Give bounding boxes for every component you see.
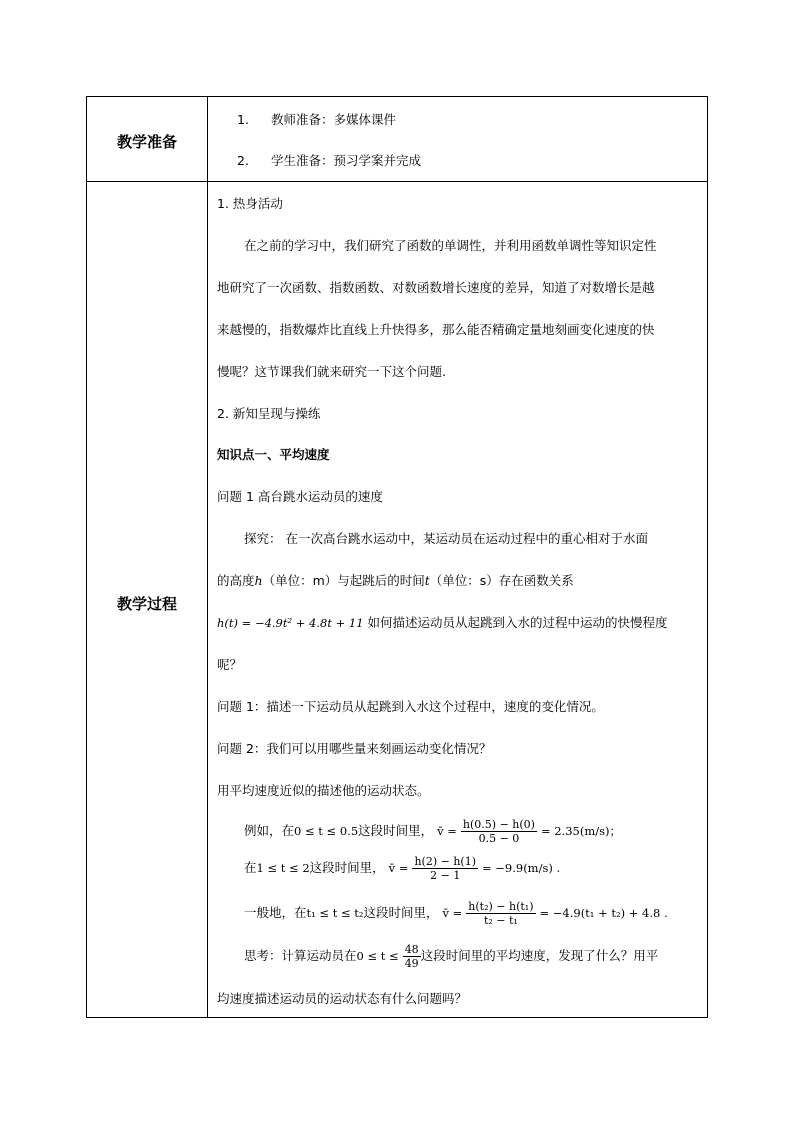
height-line	[217, 573, 574, 589]
question-1: 问题 1：描述一下运动员从起跳到入水这个过程中，速度的变化情况。	[217, 699, 604, 714]
example-2-line	[244, 854, 560, 882]
example-3-range: t₁ ≤ t ≤ t₂	[306, 906, 364, 920]
example-3-result: = −4.9(t₁ + t₂) + 4.8 .	[539, 906, 668, 920]
example-1-denominator: 0.5 − 0	[478, 832, 520, 845]
height-symbol: h	[254, 573, 263, 588]
intro-line-2: 地研究了一次函数、指数函数、对数函数增长速度的差异，知道了对数增长是越	[217, 280, 655, 295]
ne-line: 呢？	[217, 657, 243, 672]
function-line	[217, 615, 668, 631]
row-divider	[87, 181, 707, 182]
example-3-line	[244, 899, 668, 927]
new-knowledge-heading: 2. 新知呈现与操练	[217, 406, 321, 421]
example-1-fraction	[461, 818, 537, 845]
example-1-line	[244, 817, 621, 845]
think-numerator: 48	[404, 943, 419, 956]
intro-line-3: 来越慢的，指数爆炸比直线上升快得多，那么能否精确定量地刻画变化速度的快	[217, 322, 655, 337]
example-3-fraction	[466, 900, 535, 927]
example-2-numerator: h(2) − h(1)	[414, 855, 476, 868]
think-range: 0 ≤ t ≤	[356, 949, 399, 963]
example-1-vbar: v̄ =	[437, 824, 457, 838]
column-divider	[207, 97, 208, 1017]
example-1-prefix: 例如，在	[244, 823, 295, 838]
example-2-range: 1 ≤ t ≤ 2	[256, 861, 310, 875]
height-line-part-3: （单位：s）存在函数关系	[429, 573, 574, 588]
prep-item-1-text: 教师准备：多媒体课件	[271, 112, 397, 127]
example-2-fraction	[412, 855, 478, 882]
example-3-mid: 这段时间里，	[363, 905, 439, 920]
intro-line-4: 慢呢？这节课我们就来研究一下这个问题.	[217, 364, 446, 379]
process-row-label: 教学过程	[116, 595, 177, 613]
example-2-result: = −9.9(m/s) .	[481, 861, 561, 875]
think-line	[244, 942, 658, 970]
example-1-mid: 这段时间里，	[358, 823, 434, 838]
example-1-numerator: h(0.5) − h(0)	[462, 818, 535, 831]
example-3-prefix: 一般地，在	[244, 905, 307, 920]
intro-line-1: 在之前的学习中，我们研究了函数的单调性，并利用函数单调性等知识定性	[244, 238, 657, 253]
example-2-vbar: v̄ =	[388, 861, 409, 875]
example-3-numerator: h(t₂) − h(t₁)	[468, 900, 534, 913]
average-speed-line: 用平均速度近似的描述他的运动状态。	[217, 783, 430, 798]
think-denominator: 49	[404, 957, 419, 970]
example-3-denominator: t₂ − t₁	[483, 914, 518, 927]
last-line: 均速度描述运动员的运动状态有什么问题吗？	[217, 991, 468, 1006]
warmup-heading: 1. 热身活动	[217, 196, 283, 211]
height-line-part-1: 的高度	[217, 573, 255, 588]
explore-line: 探究： 在一次高台跳水运动中，某运动员在运动过程中的重心相对于水面	[244, 531, 648, 546]
think-fraction	[403, 943, 421, 970]
time-symbol: t	[424, 573, 430, 588]
example-2-denominator: 2 − 1	[430, 869, 461, 882]
think-prefix: 思考：计算运动员在	[244, 948, 357, 963]
problem-1-title: 问题 1 高台跳水运动员的速度	[217, 489, 383, 504]
function-formula: h(t) = −4.9t² + 4.8t + 11	[217, 616, 364, 630]
prep-row-label: 教学准备	[116, 133, 177, 151]
lesson-table	[86, 96, 708, 1018]
knowledge-point-heading: 知识点一、平均速度	[217, 447, 330, 462]
think-suffix: 这段时间里的平均速度，发现了什么？用平	[420, 948, 659, 963]
example-2-mid: 这段时间里，	[309, 860, 385, 875]
example-1-result: = 2.35(m/s)；	[540, 824, 622, 838]
function-line-text: 如何描述运动员从起跳到入水的过程中运动的快慢程度	[367, 615, 668, 630]
prep-item-2-text: 学生准备：预习学案并完成	[271, 153, 422, 168]
example-1-range: 0 ≤ t ≤ 0.5	[294, 824, 359, 838]
example-3-vbar: v̄ =	[442, 906, 463, 920]
prep-item-2-number: 2.	[237, 153, 249, 168]
prep-item-1-number: 1.	[237, 112, 249, 127]
example-2-prefix: 在	[244, 860, 257, 875]
question-2: 问题 2：我们可以用哪些量来刻画运动变化情况？	[217, 741, 492, 756]
height-line-part-2: （单位：m）与起跳后的时间	[262, 573, 425, 588]
